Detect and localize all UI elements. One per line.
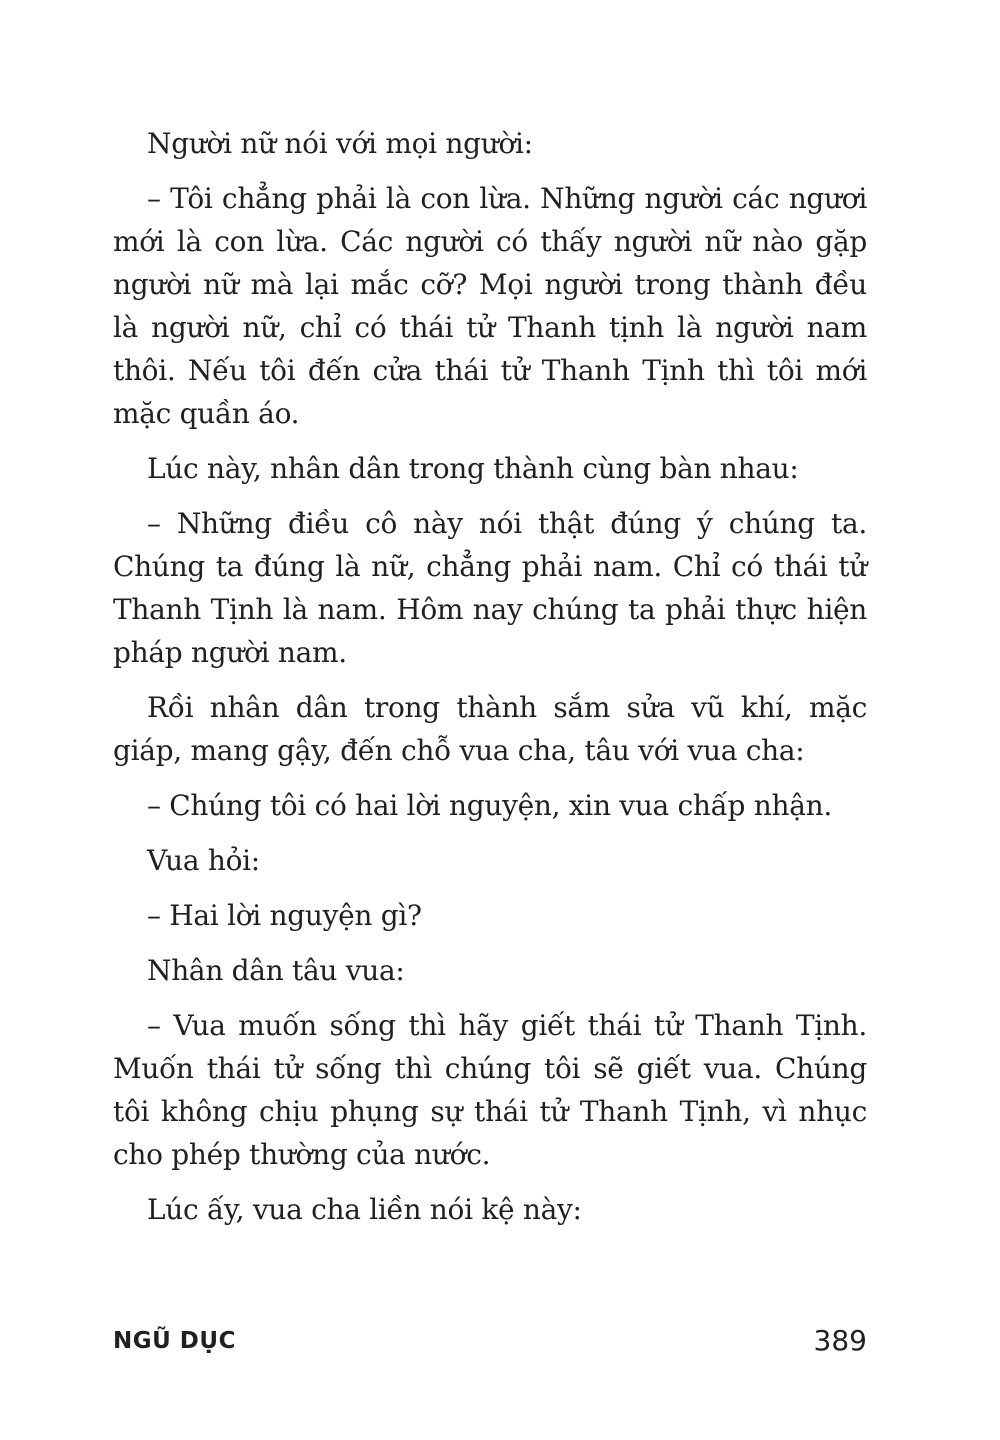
paragraph: – Vua muốn sống thì hãy giết thái tử Thanh Tịnh. Muốn thái tử sống thì chúng tôi sẽ giết vua. Chúng tôi không chịu phụng sự thái tử Thanh Tịnh, vì nhục cho phép thường của nước. [113, 1009, 867, 1171]
paragraph: Vua hỏi: [147, 844, 260, 877]
paragraph: – Những điều cô này nói thật đúng ý chúng ta. Chúng ta đúng là nữ, chẳng phải nam. Chỉ có thái tử Thanh Tịnh là nam. Hôm nay chúng ta phải thực hiện pháp người nam. [113, 507, 867, 669]
paragraph: Lúc ấy, vua cha liền nói kệ này: [147, 1193, 582, 1226]
page-number: 389 [813, 1324, 867, 1357]
paragraph: Rồi nhân dân trong thành sắm sửa vũ khí, mặc giáp, mang gậy, đến chỗ vua cha, tâu với vua cha: [113, 691, 867, 767]
paragraph: – Chúng tôi có hai lời nguyện, xin vua chấp nhận. [147, 789, 832, 822]
paragraph: – Hai lời nguyện gì? [147, 899, 422, 932]
paragraph: Nhân dân tâu vua: [147, 954, 405, 987]
paragraph: – Tôi chẳng phải là con lừa. Những người các ngươi mới là con lừa. Các người có thấy người nữ nào gặp người nữ mà lại mắc cỡ? Mọi người trong thành đều là người nữ, chỉ có thái tử Thanh tịnh là người nam thôi. Nếu tôi đến cửa thái tử Thanh Tịnh thì tôi mới mặc quần áo. [113, 182, 867, 430]
footer-book-title: NGŨ DỤC [113, 1328, 236, 1354]
page-body [113, 122, 867, 1243]
paragraph: Lúc này, nhân dân trong thành cùng bàn nhau: [147, 452, 799, 485]
paragraph: Người nữ nói với mọi người: [147, 127, 533, 160]
